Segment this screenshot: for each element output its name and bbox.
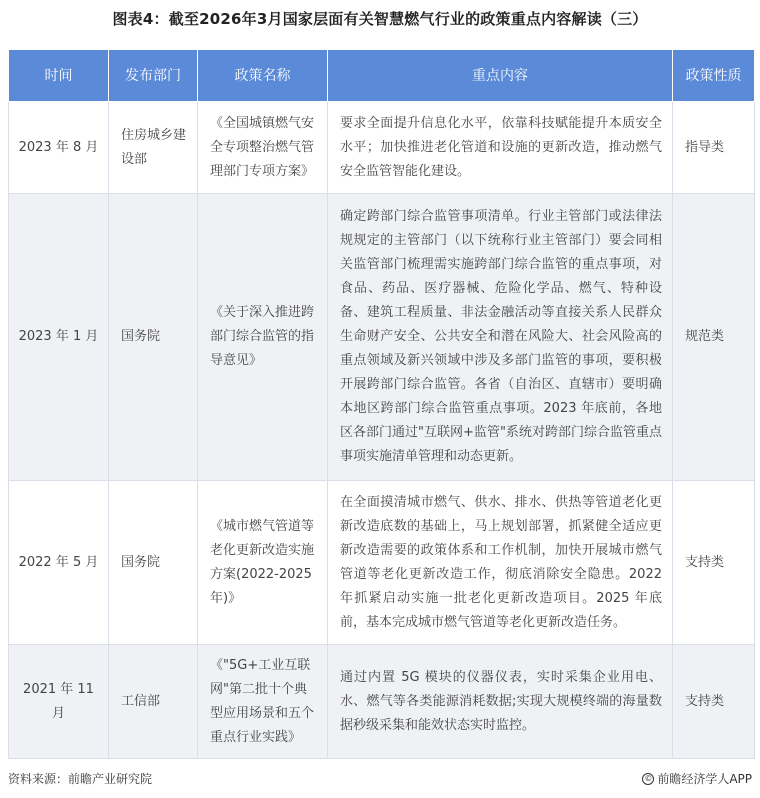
header-time: 时间 [9,50,109,102]
header-policy-type: 政策性质 [673,50,755,102]
cell-time: 2021 年 11 月 [9,645,109,759]
cell-policy-name: 《城市燃气管道等老化更新改造实施方案(2022-2025年)》 [198,481,328,645]
brand-credit [642,770,752,787]
cell-dept: 国务院 [109,481,198,645]
table-row [9,481,755,645]
cell-policy-name: 《"5G+工业互联网"第二批十个典型应用场景和五个重点行业实践》 [198,645,328,759]
cell-policy-name: 《全国城镇燃气安全专项整治燃气管理部门专项方案》 [198,102,328,194]
cell-time: 2023 年 1 月 [9,194,109,481]
table-header-row [9,50,755,102]
header-policy-name: 政策名称 [198,50,328,102]
header-dept: 发布部门 [109,50,198,102]
cell-policy-type: 支持类 [673,645,755,759]
cell-policy-name: 《关于深入推进跨部门综合监管的指导意见》 [198,194,328,481]
cell-time: 2023 年 8 月 [9,102,109,194]
source-note: 资料来源：前瞻产业研究院 [8,772,153,786]
policy-table [8,49,755,759]
cell-time: 2022 年 5 月 [9,481,109,645]
cell-key-content: 在全面摸清城市燃气、供水、排水、供热等管道老化更新改造底数的基础上，马上规划部署，抓紧健全适应更新改造需要的政策体系和工作机制，加快开展城市燃气管道等老化更新改造工作，彻底消除安全隐患。2022 年抓紧启动实施一批老化更新改造项目。2025 年底前，基本完成城市燃气管道等老化更新改造任务。 [328,481,673,645]
cell-dept: 工信部 [109,645,198,759]
cell-dept: 住房城乡建设部 [109,102,198,194]
table-row [9,194,755,481]
cell-key-content: 确定跨部门综合监管事项清单。行业主管部门或法律法规规定的主管部门（以下统称行业主管部门）要会同相关监管部门梳理需实施跨部门综合监管的重点事项，对食品、药品、医疗器械、危险化学品、燃气、特种设备、建筑工程质量、非法金融活动等直接关系人民群众生命财产安全、公共安全和潜在风险大、社会风险高的重点领域及新兴领域中涉及多部门监管的事项，要积极开展跨部门综合监管。各省（自治区、直辖市）要明确本地区跨部门综合监管重点事项。2023 年底前，各地区各部门通过"互联网+监管"系统对跨部门综合监管重点事项实施清单管理和动态更新。 [328,194,673,481]
cell-key-content: 要求全面提升信息化水平，依靠科技赋能提升本质安全水平；加快推进老化管道和设施的更新改造，推动燃气安全监管智能化建设。 [328,102,673,194]
table-row [9,645,755,759]
cell-policy-type: 支持类 [673,481,755,645]
cell-policy-type: 指导类 [673,102,755,194]
cell-dept: 国务院 [109,194,198,481]
chart-title: 图表4：截至2026年3月国家层面有关智慧燃气行业的政策重点内容解读（三） [112,10,648,28]
copyright-icon: © [644,773,653,783]
header-key-content: 重点内容 [328,50,673,102]
cell-key-content: 通过内置 5G 模块的仪器仪表，实时采集企业用电、水、燃气等各类能源消耗数据;实现大规模终端的海量数据秒级采集和能效状态实时监控。 [328,645,673,759]
brand-name: 前瞻经济学人APP [657,772,752,786]
table-row [9,102,755,194]
cell-policy-type: 规范类 [673,194,755,481]
